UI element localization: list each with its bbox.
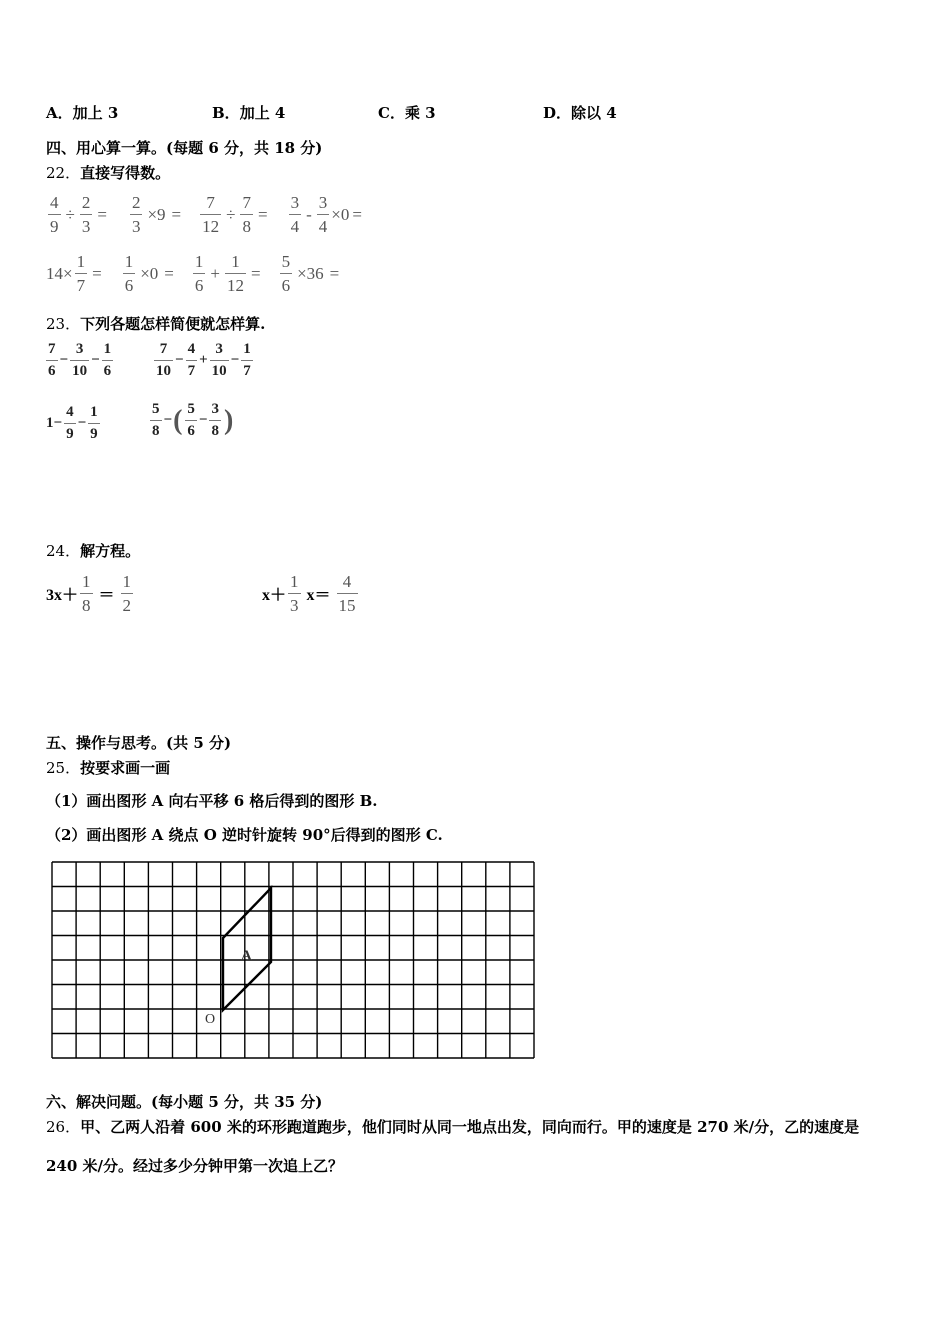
- q24-text: 解方程。: [80, 542, 141, 560]
- fraction: $\frac{5}{6}$: [281, 252, 291, 295]
- q22-row1: [46, 194, 365, 235]
- section-four-title: 四、用心算一算。(每题 6 分，共 18 分): [46, 139, 323, 157]
- fraction: $\frac{1}{6}$: [194, 252, 204, 295]
- equals-sign: =: [257, 204, 268, 224]
- q22-number: 22．: [46, 164, 81, 182]
- q24-title: [46, 540, 140, 561]
- equals-sign: =: [329, 263, 340, 283]
- q25-number: 25．: [46, 759, 81, 777]
- option-b-label: B．: [212, 104, 240, 122]
- operator: ÷: [226, 204, 236, 224]
- q22-text: 直接写得数。: [80, 164, 171, 182]
- option-d-text: 除以 4: [571, 104, 617, 122]
- q23-number: 23．: [46, 315, 81, 333]
- equals-sign: =: [171, 204, 182, 224]
- operator: ×36: [297, 263, 324, 283]
- option-a: [46, 102, 118, 123]
- option-c: [378, 102, 436, 123]
- q25-sub1: （1）画出图形 A 向右平移 6 格后得到的图形 B.: [46, 792, 378, 810]
- q22-row2: [46, 253, 342, 294]
- section-five-title: 五、操作与思考。(共 5 分): [46, 734, 232, 752]
- section-six-title: 六、解决问题。(每小题 5 分，共 35 分): [46, 1093, 323, 1111]
- fraction: $\frac{1}{12}$: [226, 252, 244, 295]
- operator: +: [210, 263, 220, 283]
- equals-sign: =: [92, 263, 102, 283]
- q26-text: 甲、乙两人沿着 600 米的环形跑道跑步，他们同时从同一地点出发，同向而行。甲的速度是 270 米/分，乙的速度是: [80, 1118, 860, 1136]
- q24-equation-1: 3x＋ $\frac{1}{8}$ ＝ $\frac{1}{2}$: [46, 572, 132, 615]
- q23-title: [46, 313, 265, 334]
- option-a-text: 加上 3: [72, 104, 119, 122]
- q25-text: 按要求画一画: [80, 759, 171, 777]
- operator: ×0: [331, 204, 350, 224]
- equals-sign: =: [250, 263, 261, 283]
- q23-expr-1: $\frac{7}{6}$ − $\frac{3}{10}$ − $\frac{1}{6}$: [48, 341, 112, 379]
- q26-line2: 240 米/分。经过多少分钟甲第一次追上乙？: [46, 1157, 344, 1175]
- option-d: [543, 102, 617, 123]
- point-label-o: O: [205, 1012, 216, 1027]
- option-b-text: 加上 4: [239, 104, 286, 122]
- grid-drawing: [51, 860, 535, 1063]
- equals-sign: =: [352, 204, 362, 224]
- option-b: [212, 102, 285, 123]
- q23-text: 下列各题怎样简便就怎样算.: [80, 315, 266, 333]
- option-d-label: D．: [543, 104, 572, 122]
- fraction: $\frac{1}{7}$: [76, 252, 86, 295]
- operator: ×0: [140, 263, 159, 283]
- q24-equation-2: x＋ $\frac{1}{3}$ x＝ $\frac{4}{15}$: [262, 572, 356, 615]
- operator: -: [306, 204, 312, 224]
- option-c-text: 乘 3: [404, 104, 436, 122]
- shape-label-a: A: [241, 948, 252, 964]
- q25-title: [46, 757, 170, 778]
- fraction: $\frac{2}{3}$: [131, 193, 141, 236]
- option-c-label: C．: [378, 104, 405, 122]
- fraction: $\frac{7}{12}$: [202, 193, 220, 236]
- q23-expr-4: $\frac{5}{8}$ − ( $\frac{5}{6}$ − $\frac{3}{8}$ ): [152, 401, 234, 439]
- q25-sub2: （2）画出图形 A 绕点 O 逆时针旋转 90°后得到的图形 C.: [46, 826, 443, 844]
- q23-expr-2: $\frac{7}{10}$ − $\frac{4}{7}$ + $\frac{3}{10}$ − $\frac{1}{7}$: [156, 341, 251, 379]
- fraction: $\frac{4}{9}$: [50, 193, 59, 236]
- q22-title: [46, 162, 170, 183]
- option-a-label: A．: [46, 104, 73, 122]
- fraction: $\frac{7}{8}$: [242, 193, 251, 236]
- equals-sign: =: [164, 263, 174, 283]
- q26-number: 26．: [46, 1118, 81, 1136]
- operand: 14×: [46, 263, 73, 283]
- fraction: $\frac{1}{6}$: [124, 252, 134, 295]
- q24-number: 24．: [46, 542, 81, 560]
- operator: ÷: [65, 204, 75, 224]
- equals-sign: =: [97, 204, 107, 224]
- fraction: $\frac{2}{3}$: [81, 193, 91, 236]
- operator: ×9: [147, 204, 166, 224]
- q26-line1: [46, 1116, 859, 1137]
- fraction: $\frac{3}{4}$: [318, 193, 328, 236]
- q23-expr-3: 1 − $\frac{4}{9}$ − $\frac{1}{9}$: [46, 404, 98, 442]
- fraction: $\frac{3}{4}$: [290, 193, 300, 236]
